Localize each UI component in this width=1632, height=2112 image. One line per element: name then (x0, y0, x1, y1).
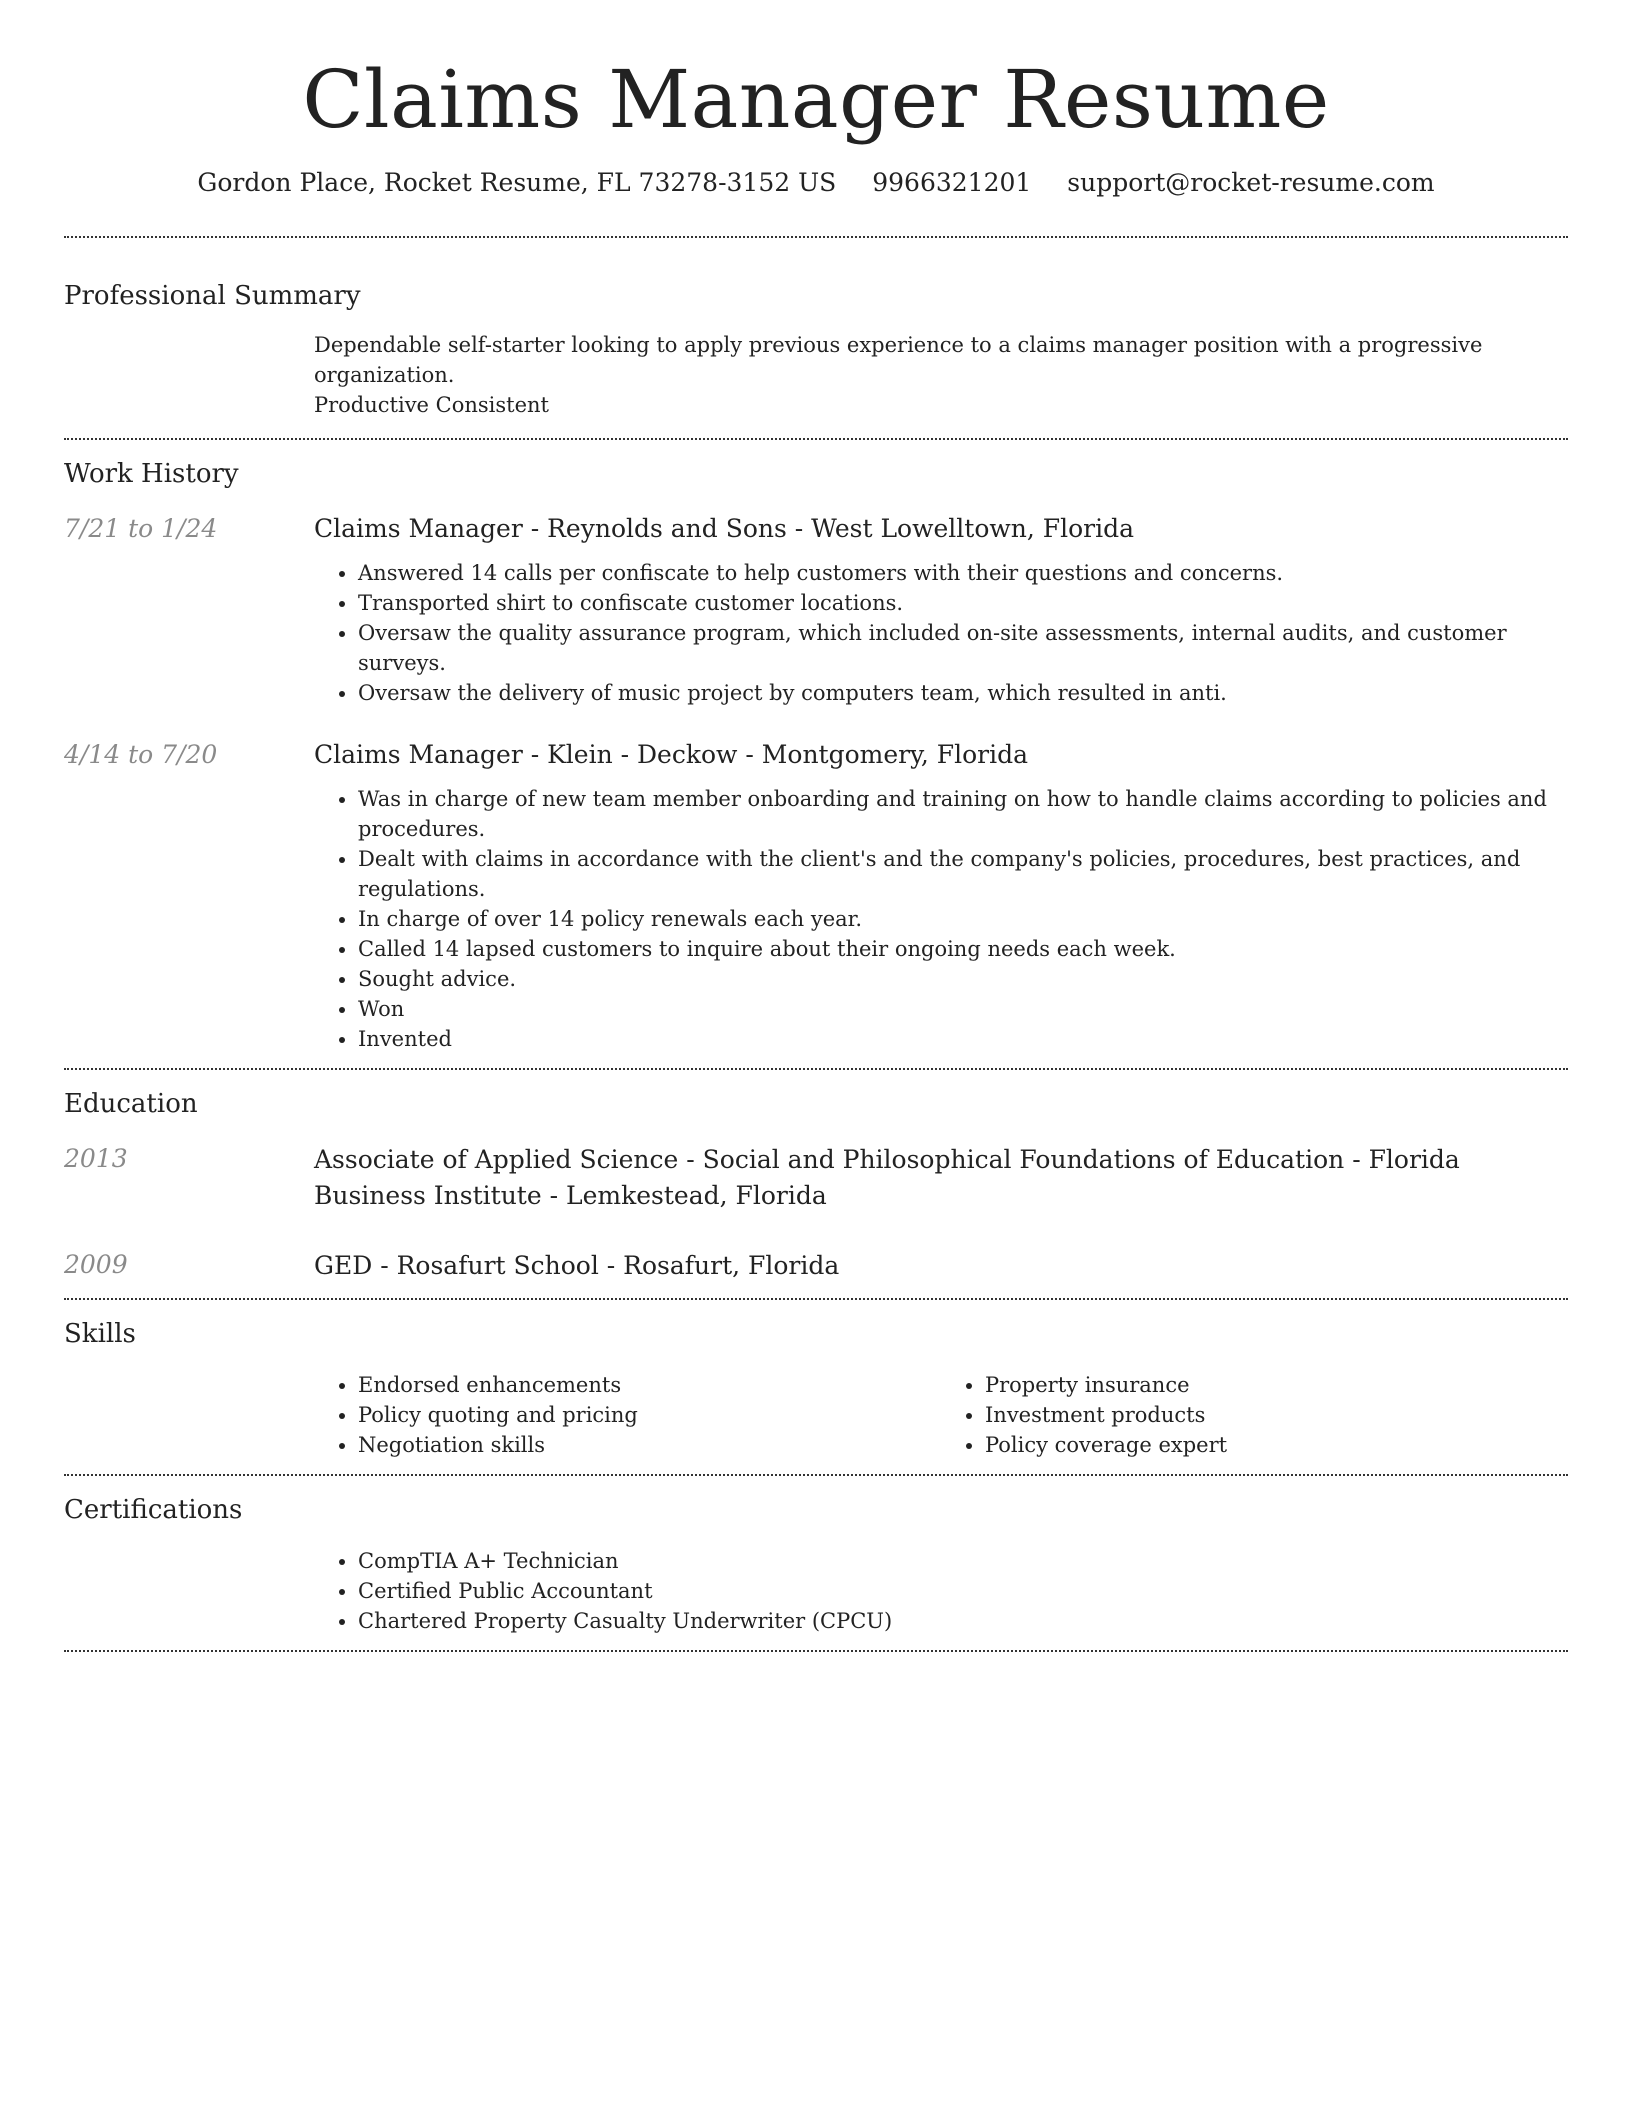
section-title-summary: Professional Summary (64, 281, 361, 311)
section-title-certifications: Certifications (64, 1495, 243, 1525)
summary-line-1: Dependable self-starter looking to apply previous experience to a claims manager position with a progressive organization. (314, 333, 1483, 387)
job-dates: 4/14 to 7/20 (64, 740, 218, 769)
summary-content (314, 314, 1568, 424)
job-bullets (314, 558, 1568, 708)
certifications-content (314, 1528, 1568, 1636)
page-title: Claims Manager Resume (302, 53, 1330, 146)
section-title-work-history: Work History (64, 459, 239, 489)
list-item: • Dealt with claims in accordance with the client's and the company's policies, procedures, best practices, and regulations. (358, 844, 1568, 904)
education-details (314, 1142, 1568, 1214)
job-dates: 7/21 to 1/24 (64, 514, 218, 543)
skills-column-2 (941, 1370, 1568, 1460)
list-item: • Endorsed enhancements (358, 1370, 941, 1400)
education-title: Associate of Applied Science - Social and Philosophical Foundations of Education - Florida Business Institute - Lemkestead, Florida (314, 1145, 1460, 1210)
resume-header (64, 0, 1568, 200)
contact-address: Gordon Place, Rocket Resume, FL 73278-3152 US (197, 168, 837, 197)
contact-email: support@rocket-resume.com (1067, 168, 1435, 197)
job-entry (64, 512, 1568, 708)
section-work-history (64, 440, 1568, 1068)
skills-row (64, 1352, 1568, 1460)
list-item: • Sought advice. (358, 964, 1568, 994)
list-item: • Policy coverage expert (985, 1430, 1568, 1460)
list-item: • Called 14 lapsed customers to inquire about their ongoing needs each week. (358, 934, 1568, 964)
education-entry (64, 1142, 1568, 1214)
list-item: • CompTIA A+ Technician (358, 1546, 1568, 1576)
job-title: Claims Manager - Klein - Deckow - Montgomery, Florida (314, 740, 1029, 769)
section-education (64, 1070, 1568, 1298)
summary-line-2: Productive Consistent (314, 393, 549, 417)
summary-text (314, 330, 1568, 420)
education-year: 2013 (64, 1144, 128, 1173)
job-title: Claims Manager - Reynolds and Sons - West Lowelltown, Florida (314, 514, 1135, 543)
certifications-row (64, 1528, 1568, 1636)
skills-content (314, 1352, 1568, 1460)
education-details (314, 1248, 1568, 1284)
list-item: • Policy quoting and pricing (358, 1400, 941, 1430)
contact-phone: 9966321201 (872, 168, 1032, 197)
list-item: • Oversaw the quality assurance program, which included on-site assessments, internal audits, and customer surveys. (358, 618, 1568, 678)
section-skills (64, 1300, 1568, 1474)
education-year: 2009 (64, 1250, 128, 1279)
list-item: • Negotiation skills (358, 1430, 941, 1460)
job-entry (64, 738, 1568, 1054)
section-summary (64, 238, 1568, 438)
contact-line (64, 166, 1568, 200)
list-item: • Invented (358, 1024, 1568, 1054)
list-item: • Oversaw the delivery of music project by computers team, which resulted in anti. (358, 678, 1568, 708)
certifications-list (314, 1546, 1568, 1636)
summary-row (64, 314, 1568, 424)
list-item: • Transported shirt to confiscate customer locations. (358, 588, 1568, 618)
divider (64, 1650, 1568, 1652)
list-item: • Certified Public Accountant (358, 1576, 1568, 1606)
job-details (314, 738, 1568, 1054)
section-title-education: Education (64, 1089, 198, 1119)
skills-column-1 (314, 1370, 941, 1460)
list-item: • Chartered Property Casualty Underwriter (CPCU) (358, 1606, 1568, 1636)
job-bullets (314, 784, 1568, 1054)
skills-grid (314, 1370, 1568, 1460)
list-item: • Answered 14 calls per confiscate to help customers with their questions and concerns. (358, 558, 1568, 588)
section-title-skills: Skills (64, 1319, 136, 1349)
list-item: • In charge of over 14 policy renewals each year. (358, 904, 1568, 934)
list-item: • Property insurance (985, 1370, 1568, 1400)
section-certifications (64, 1476, 1568, 1650)
list-item: • Was in charge of new team member onboarding and training on how to handle claims according to policies and procedures. (358, 784, 1568, 844)
education-entry (64, 1248, 1568, 1284)
list-item: • Won (358, 994, 1568, 1024)
education-title: GED - Rosafurt School - Rosafurt, Florida (314, 1251, 840, 1280)
job-details (314, 512, 1568, 708)
list-item: • Investment products (985, 1400, 1568, 1430)
